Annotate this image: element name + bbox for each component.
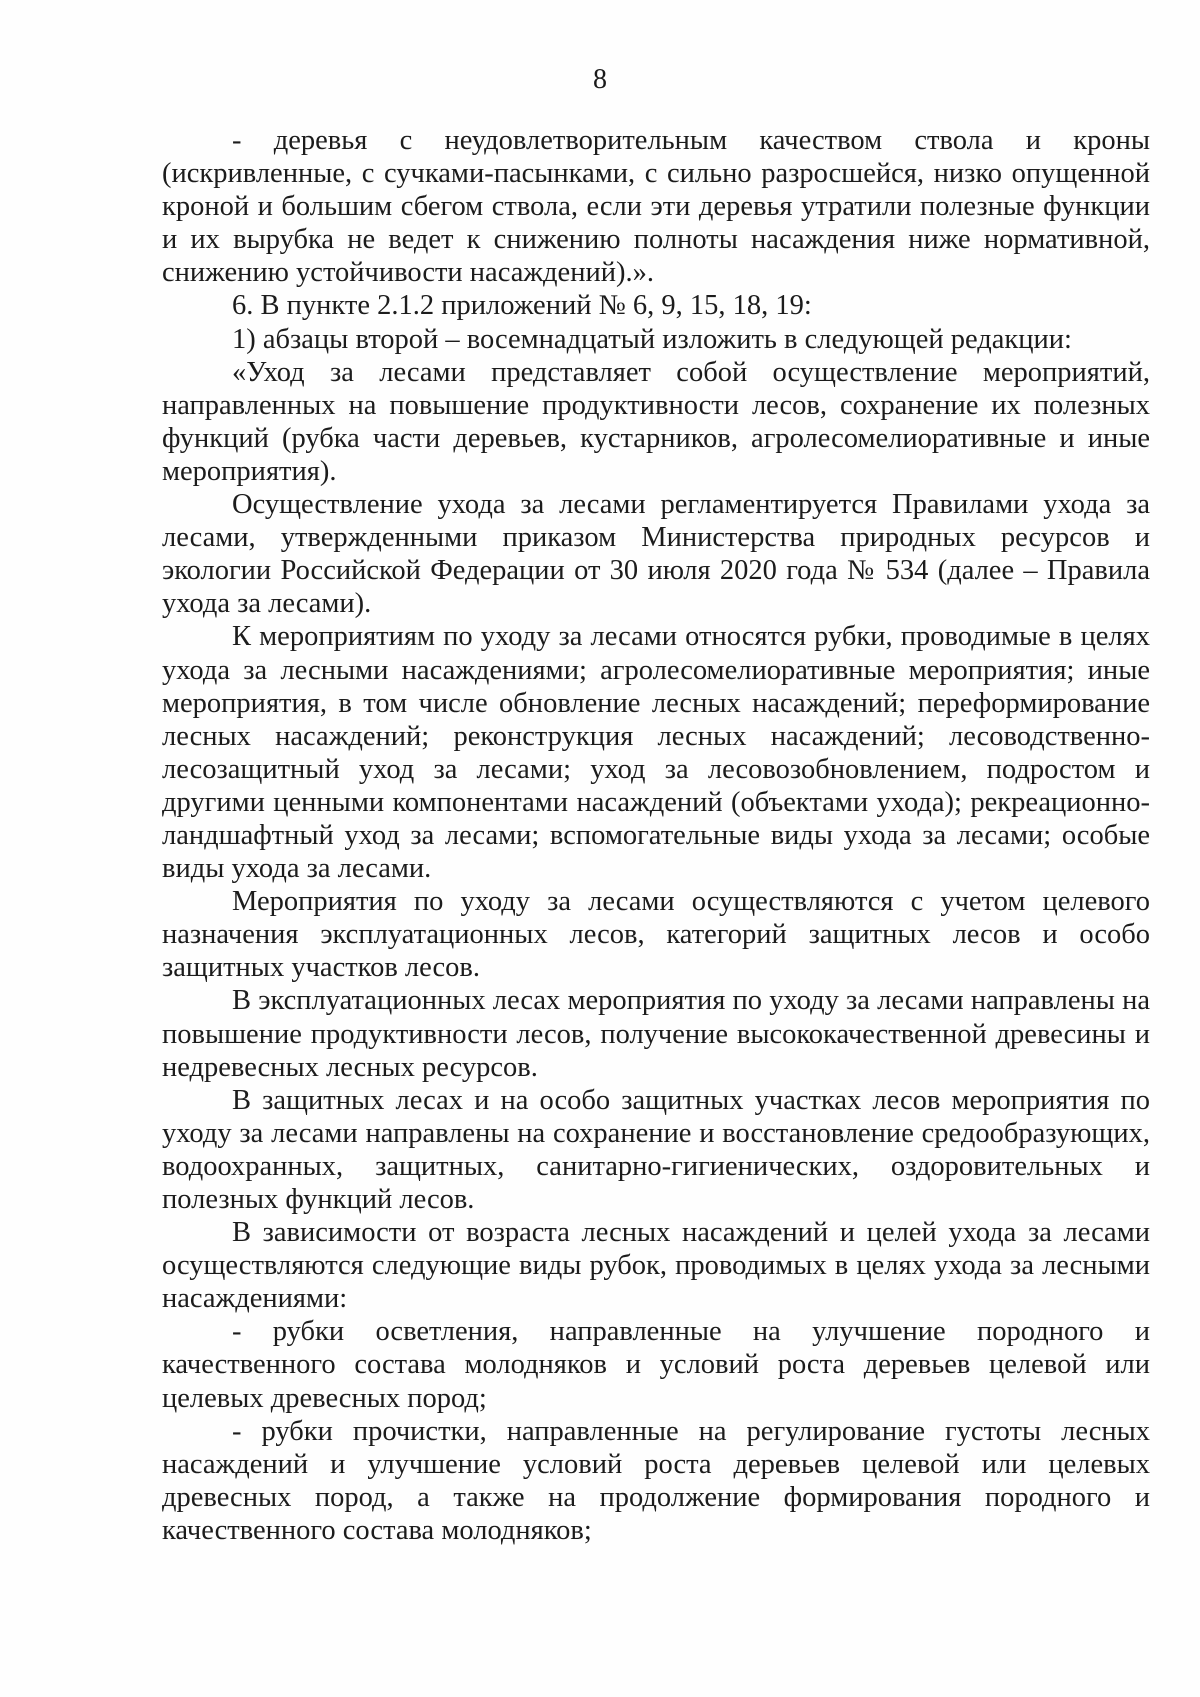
paragraph: - рубки прочистки, направленные на регулирование густоты лесных насаждений и улучшение условий роста деревьев целевой или целевых древесных пород, а также на продолжение формирования породного и качественного состава молодняков;	[162, 1415, 1150, 1546]
paragraph: 1) абзацы второй – восемнадцатый изложить в следующей редакции:	[232, 323, 1072, 355]
paragraph: 6. В пункте 2.1.2 приложений № 6, 9, 15, 18, 19:	[232, 290, 812, 322]
paragraph: В защитных лесах и на особо защитных участках лесов мероприятия по уходу за лесами направлены на сохранение и восстановление средообразующих, водоохранных, защитных, санитарно-гигиенических, оздоровительных и полезных функций лесов.	[162, 1084, 1150, 1215]
paragraph: Осуществление ухода за лесами регламентируется Правилами ухода за лесами, утвержденными приказом Министерства природных ресурсов и экологии Российской Федерации от 30 июля 2020 года № 534 (далее – Правила ухода за лесами).	[162, 489, 1150, 620]
paragraph: В эксплуатационных лесах мероприятия по уходу за лесами направлены на повышение продуктивности лесов, получение высококачественной древесины и недревесных лесных ресурсов.	[162, 985, 1150, 1083]
paragraph: «Уход за лесами представляет собой осуществление мероприятий, направленных на повышение продуктивности лесов, сохранение их полезных функций (рубка части деревьев, кустарников, агролесомелиоративные и иные мероприятия).	[162, 356, 1150, 487]
paragraph: В зависимости от возраста лесных насаждений и целей ухода за лесами осуществляются следующие виды рубок, проводимых в целях ухода за лесными насаждениями:	[162, 1217, 1150, 1315]
paragraph: К мероприятиям по уходу за лесами относятся рубки, проводимые в целях ухода за лесными насаждениями; агролесомелиоративные мероприятия; иные мероприятия, в том числе обновление лесных насаждений; переформирование лесных насаждений; реконструкция лесных насаждений; лесоводственно-лесозащитный уход за лесами; уход за лесовозобновлением, подростом и другими ценными компонентами насаждений (объектами ухода); рекреационно-ландшафтный уход за лесами; вспомогательные виды ухода за лесами; особые виды ухода за лесами.	[162, 621, 1150, 885]
paragraph: Мероприятия по уходу за лесами осуществляются с учетом целевого назначения эксплуатационных лесов, категорий защитных лесов и особо защитных участков лесов.	[162, 886, 1150, 984]
document-body	[162, 124, 1150, 1547]
page-number: 8	[593, 64, 607, 95]
paragraph: - деревья с неудовлетворительным качеством ствола и кроны (искривленные, с сучками-пасынками, с сильно разросшейся, низко опущенной кроной и большим сбегом ствола, если эти деревья утратили полезные функции и их вырубка не ведет к снижению полноты насаждения ниже нормативной, снижению устойчивости насаждений).».	[162, 125, 1150, 289]
paragraph: - рубки осветления, направленные на улучшение породного и качественного состава молодняков и условий роста деревьев целевой или целевых древесных пород;	[162, 1316, 1150, 1414]
